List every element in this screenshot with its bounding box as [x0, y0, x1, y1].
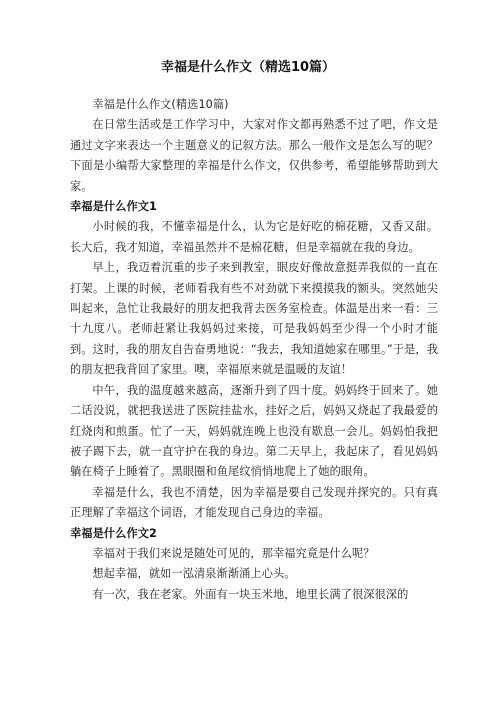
section-heading-1: 幸福是什么作文1 — [70, 200, 157, 214]
section-1-paragraph-4: 幸福是什么，我也不清楚，因为幸福是要自己发现并探究的。只有真正理解了幸福这个词语，才能发现自己身边的幸福。 — [70, 485, 438, 520]
document-body — [70, 95, 438, 605]
section-2-paragraph-3: 有一次，我在老家。外面有一块玉米地，地里长满了很深很深的 — [92, 587, 409, 601]
document-title: 幸福是什么作文（精选10篇） — [160, 60, 336, 75]
section-2-paragraph-1: 幸福对于我们来说是随处可见的，那幸福究竟是什么呢？ — [92, 546, 375, 560]
section-2-paragraph-2: 想起幸福，就如一泓清泉渐渐涌上心头。 — [92, 567, 296, 581]
section-1-paragraph-1: 小时候的我，不懂幸福是什么，认为它是好吃的棉花糖，又香又甜。长大后，我才知道，幸福虽然并不是棉花糖，但是幸福就在我的身边。 — [70, 220, 438, 254]
section-heading-2: 幸福是什么作文2 — [70, 526, 157, 540]
section-1-paragraph-3: 中午，我的温度越来越高，逐渐升到了四十度。妈妈终于回来了。她二话没说，就把我送进了医院挂盐水，挂好之后，妈妈又烧起了我最爱的红烧肉和煎蛋。忙了一天，妈妈就连晚上也没有歇息一会儿。妈妈怕我把被子踢下去，就一直守护在我的身边。第二天早上，我起床了，看见妈妈躺在椅子上睡着了。黑眼圈和鱼尾纹悄悄地爬上了她的眼角。 — [70, 383, 438, 479]
section-1-paragraph-2: 早上，我迈着沉重的步子来到教室，眼皮好像故意挺弄我似的一直在打架。上课的时候，老师看我有些不对劲就下来摸摸我的额头。突然她尖叫起来，急忙让我最好的朋友把我背去医务室检查。体温是出来一看：三十九度八。老师赶紧让我妈妈过来接，可是我妈妈至少得一个小时才能到。这时，我的朋友自告奋勇地说：“我去，我知道她家在哪里。”于是，我的朋友把我背回了家里。噢，幸福原来就是温暖的友谊！ — [70, 261, 438, 377]
intro-paragraph: 在日常生活或是工作学习中，大家对作文都再熟悉不过了吧，作文是通过文字来表达一个主题意义的记叙方法。那么一般作文是怎么写的呢？下面是小编帮大家整理的幸福是什么作文，仅供参考，希望能够帮助到大家。 — [70, 118, 438, 193]
subtitle-line: 幸福是什么作文(精选10篇) — [92, 98, 229, 111]
